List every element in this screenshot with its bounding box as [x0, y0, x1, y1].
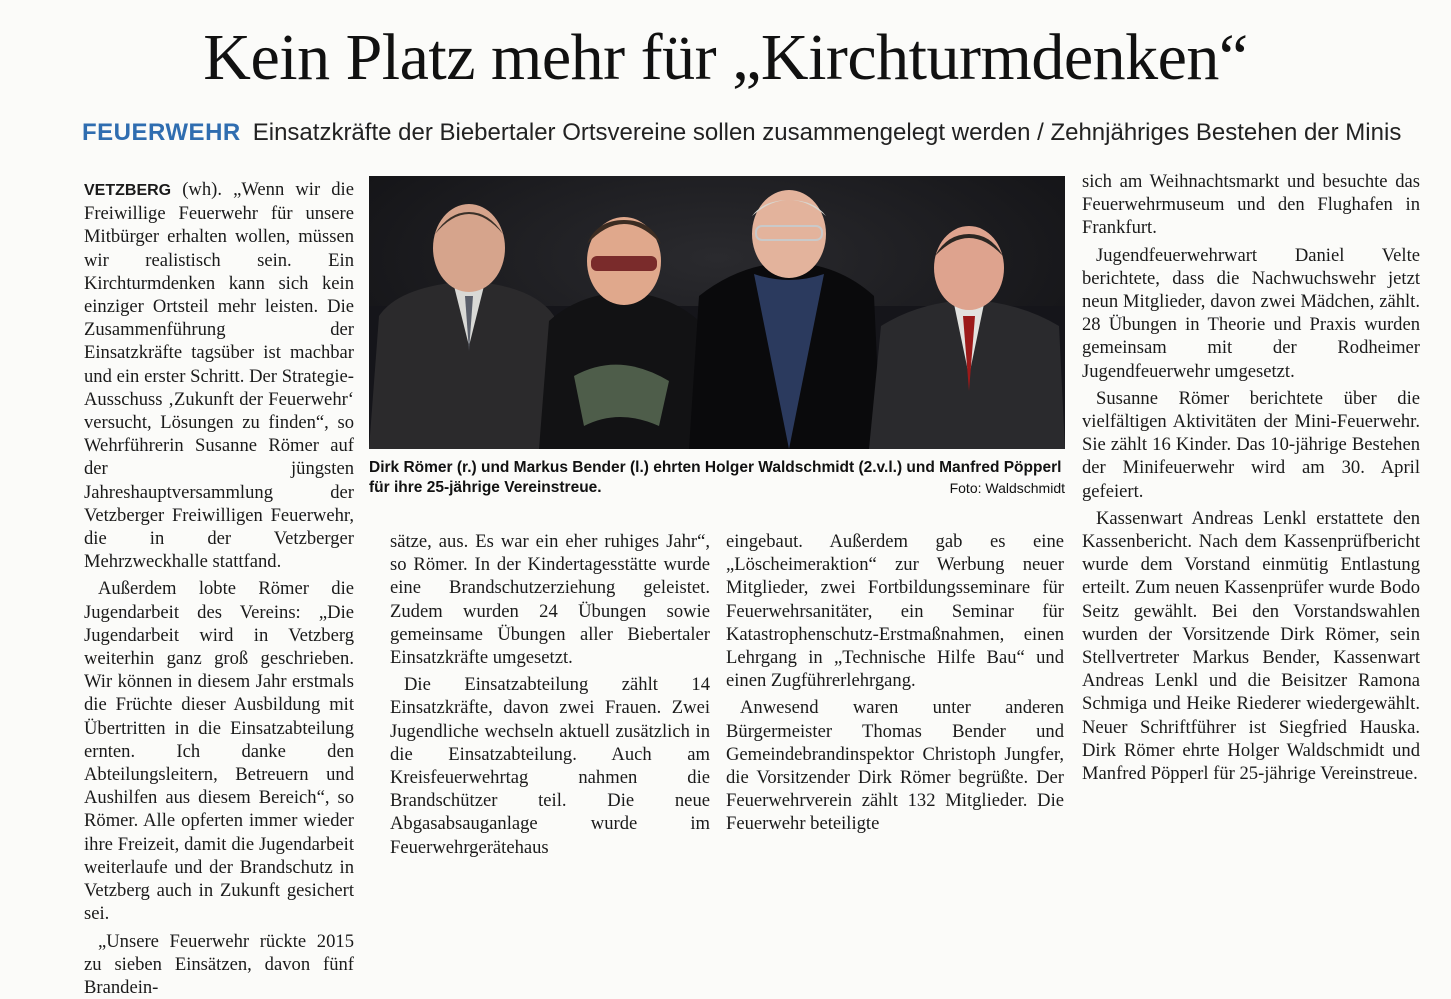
paragraph: sätze, aus. Es war ein eher ruhiges Jahr“, so Römer. In der Kindertagesstätte wurde eine Brandschutzerziehung geleistet. Zudem wurden 24 Übungen sowie gemeinsame Übungen aller Biebertaler Einsatzkräfte umgesetzt. — [390, 530, 710, 669]
paragraph: sich am Weihnachtsmarkt und besuchte das Feuerwehrmuseum und den Flughafen in Frankfurt. — [1082, 170, 1420, 240]
paragraph: Anwesend waren unter anderen Bürgermeister Thomas Bender und Gemeindebrandinspektor Christoph Jungfer, die Vorsitzender Dirk Römer begrüßte. Der Feuerwehrverein zählt 132 Mitglieder. Die Feuerwehr beteiligte — [726, 696, 1064, 835]
headline: Kein Platz mehr für „Kirchturmdenken“ — [0, 20, 1451, 96]
photo-credit: Foto: Waldschmidt — [950, 478, 1065, 498]
paragraph: eingebaut. Außerdem gab es eine „Löscheimeraktion“ zur Werbung neuer Mitglieder, zwei Fortbildungsseminare für Feuerwehrsanitäter, ein Seminar für Katastrophenschutz-Erstmaßnahmen, einen Lehrgang in „Technische Hilfe Bau“ und einen Zugführerlehrgang. — [726, 530, 1064, 692]
photo-caption — [369, 458, 1065, 498]
paragraph: Kassenwart Andreas Lenkl erstattete den Kassenbericht. Nach dem Kassenprüfbericht wurde dem Vorstand einmütig Entlastung erteilt. Zum neuen Kassenprüfer wurde Bodo Seitz gewählt. Bei den Vorstandswahlen wurden der Vorsitzende Dirk Römer, sein Stellvertreter Markus Bender, Kassenwart Andreas Lenkl und die Beisitzer Ramona Schmiga und Heike Riederer wiedergewählt. Neuer Schriftführer ist Siegfried Hauska. Dirk Römer ehrte Holger Waldschmidt und Manfred Pöpperl für 25-jährige Vereinstreue. — [1082, 507, 1420, 785]
dateline: VETZBERG — [84, 182, 171, 199]
paragraph: „Unsere Feuerwehr rückte 2015 zu sieben Einsätzen, davon fünf Brandein- — [84, 930, 354, 999]
column-3 — [726, 530, 1064, 836]
paragraph: Die Einsatzabteilung zählt 14 Einsatzkräfte, davon zwei Frauen. Zwei Jugendliche wechseln aktuell zusätzlich in die Einsatzabteilung. Auch am Kreisfeuerwehrtag nahmen die Brandschützer teil. Die neue Abgasabsauganlage wurde im Feuerwehrgerätehaus — [390, 673, 710, 859]
subheadline-text: Einsatzkräfte der Biebertaler Ortsvereine sollen zusammengelegt werden / Zehnjähriges Bestehen der Minis — [253, 119, 1402, 146]
paragraph: Jugendfeuerwehrwart Daniel Velte berichtete, dass die Nachwuchswehr jetzt neun Mitglieder, davon zwei Mädchen, zählt. 28 Übungen in Theorie und Praxis wurden gemeinsam mit der Rodheimer Jugendfeuerwehr umgesetzt. — [1082, 244, 1420, 383]
paragraph: Susanne Römer berichtete über die vielfältigen Aktivitäten der Mini-Feuerwehr. Sie zählt 16 Kinder. Das 10-jährige Bestehen der Minifeuerwehr wird am 30. April gefeiert. — [1082, 387, 1420, 503]
subheadline — [82, 118, 1401, 148]
paragraph: Außerdem lobte Römer die Jugendarbeit des Vereins: „Die Jugendarbeit wird in Vetzberg weiterhin ganz groß geschrieben. Wir können in diesem Jahr erstmals die Früchte dieser Ausbildung mit Übertritten in die Einsatzabteilung ernten. Ich danke den Abteilungsleitern, Betreuern und Aushilfen aus diesem Bereich“, so Römer. Alle opferten immer wieder ihre Freizeit, damit die Jugendarbeit weiterlaufe und der Brandschutz in Vetzberg auch in Zukunft gesichert sei. — [84, 577, 354, 925]
paragraph — [84, 178, 354, 573]
group-photo — [369, 176, 1065, 449]
column-4 — [1082, 170, 1420, 785]
column-1 — [84, 178, 354, 999]
paragraph-text: (wh). „Wenn wir die Freiwillige Feuerwehr für unsere Mitbürger erhalten wollen, müssen wir realistisch sein. Ein Kirchturmdenken kann sich kein einziger Ortsteil mehr leisten. Die Zusammenführung der Einsatzkräfte tagsüber ist machbar und ein erster Schritt. Der Strategie-Ausschuss ‚Zukunft der Feuerwehr‘ versucht, Lösungen zu finden“, so Wehrführerin Susanne Römer auf der jüngsten Jahreshauptversammlung der Vetzberger Freiwilligen Feuerwehr, die in der Vetzberger Mehrzweckhalle stattfand. — [84, 179, 354, 572]
section-kicker: FEUERWEHR — [82, 119, 241, 146]
photo-image — [369, 176, 1065, 449]
column-2 — [390, 530, 710, 859]
caption-text: Dirk Römer (r.) und Markus Bender (l.) ehrten Holger Waldschmidt (2.v.l.) und Manfred Pöpperl für ihre 25-jährige Vereinstreue. — [369, 459, 1061, 496]
